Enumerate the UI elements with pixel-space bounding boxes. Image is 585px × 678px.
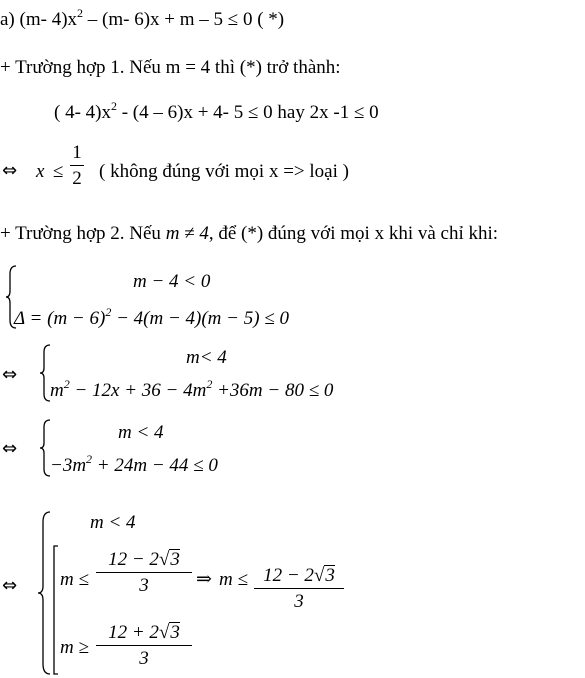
text: + 24m − 44 ≤ 0 [92,455,218,476]
text: , để (*) đúng với mọi x khi và chỉ khi: [208,223,499,244]
equivalence-arrow: ⇔ [2,575,18,596]
numerator [254,565,344,585]
text: −3m [50,455,87,476]
implies-arrow: ⇒ [196,569,212,590]
numerator [96,549,192,569]
case1-heading: + Trường hợp 1. Nếu m = 4 thì (*) trở thành: [0,57,341,78]
equivalence-arrow: ⇔ [2,438,18,459]
left-bracket [52,545,60,675]
system3-line1: m < 4 [118,422,164,443]
text: +36m − 80 ≤ 0 [212,380,334,401]
text: Δ = (m − 6) [14,308,106,329]
fraction-bar [70,165,84,166]
fraction-bar [96,572,192,573]
fraction-one-half [70,143,84,188]
system4-m-geq: m ≥ [60,637,89,658]
numerator [96,622,192,642]
inequality-star [0,6,285,30]
text: − 12x + 36 − 4m [69,380,207,401]
radicand: 3 [170,622,180,643]
exponent: 2 [206,377,213,391]
sqrt: √3 [158,622,180,643]
text: 12 − 2 [108,549,159,570]
case1-equation [54,99,379,123]
relation: ≤ [53,161,64,182]
text: ( 4- 4)x [54,102,111,123]
left-brace [36,510,52,676]
text: m [50,380,64,401]
text: 12 − 2 [263,565,314,586]
case2-heading [0,224,498,243]
fraction-bar [96,645,192,646]
denominator: 2 [72,168,82,189]
sqrt: √3 [158,549,180,570]
var-x: x [36,161,45,182]
text: + Trường hợp 2. Nếu [0,223,166,244]
text: – (m- 6)x + m – 5 ≤ 0 ( *) [83,9,285,30]
fraction-12-minus-2sqrt3-over-3 [96,549,192,595]
radicand: 3 [170,549,180,570]
system4-m-leq: m ≤ [60,569,89,590]
equivalence-arrow: ⇔ [2,160,18,181]
system2-line1: m< 4 [186,347,227,368]
case1-note: ( không đúng với mọi x => loại ) [99,161,349,182]
exponent: 2 [105,305,112,319]
system1-line1: m − 4 < 0 [133,271,211,292]
denominator: 3 [294,591,304,612]
system3-line2 [50,452,218,476]
system4-line1: m < 4 [90,512,136,533]
exponent: 2 [63,377,70,391]
numerator: 1 [72,142,82,163]
system2-line2 [50,377,334,401]
text: − 4(m − 4)(m − 5) ≤ 0 [111,308,289,329]
text: - (4 – 6)x + 4- 5 ≤ 0 hay 2x -1 ≤ 0 [116,102,379,123]
result-fraction [254,565,344,611]
fraction-bar [254,588,344,589]
radicand: 3 [325,565,335,586]
denominator: 3 [139,575,149,596]
fraction-12-plus-2sqrt3-over-3 [96,622,192,668]
text: 12 + 2 [108,622,159,643]
exponent: 2 [86,452,93,466]
exponent: 2 [110,99,117,113]
system1-line2 [14,305,289,329]
sqrt: √3 [313,565,335,586]
result-m-leq: m ≤ [219,569,248,590]
equivalence-arrow: ⇔ [2,364,18,385]
denominator: 3 [139,648,149,669]
exponent: 2 [77,6,84,20]
text: a) (m- 4)x [0,9,78,30]
condition: m ≠ 4 [165,223,209,244]
